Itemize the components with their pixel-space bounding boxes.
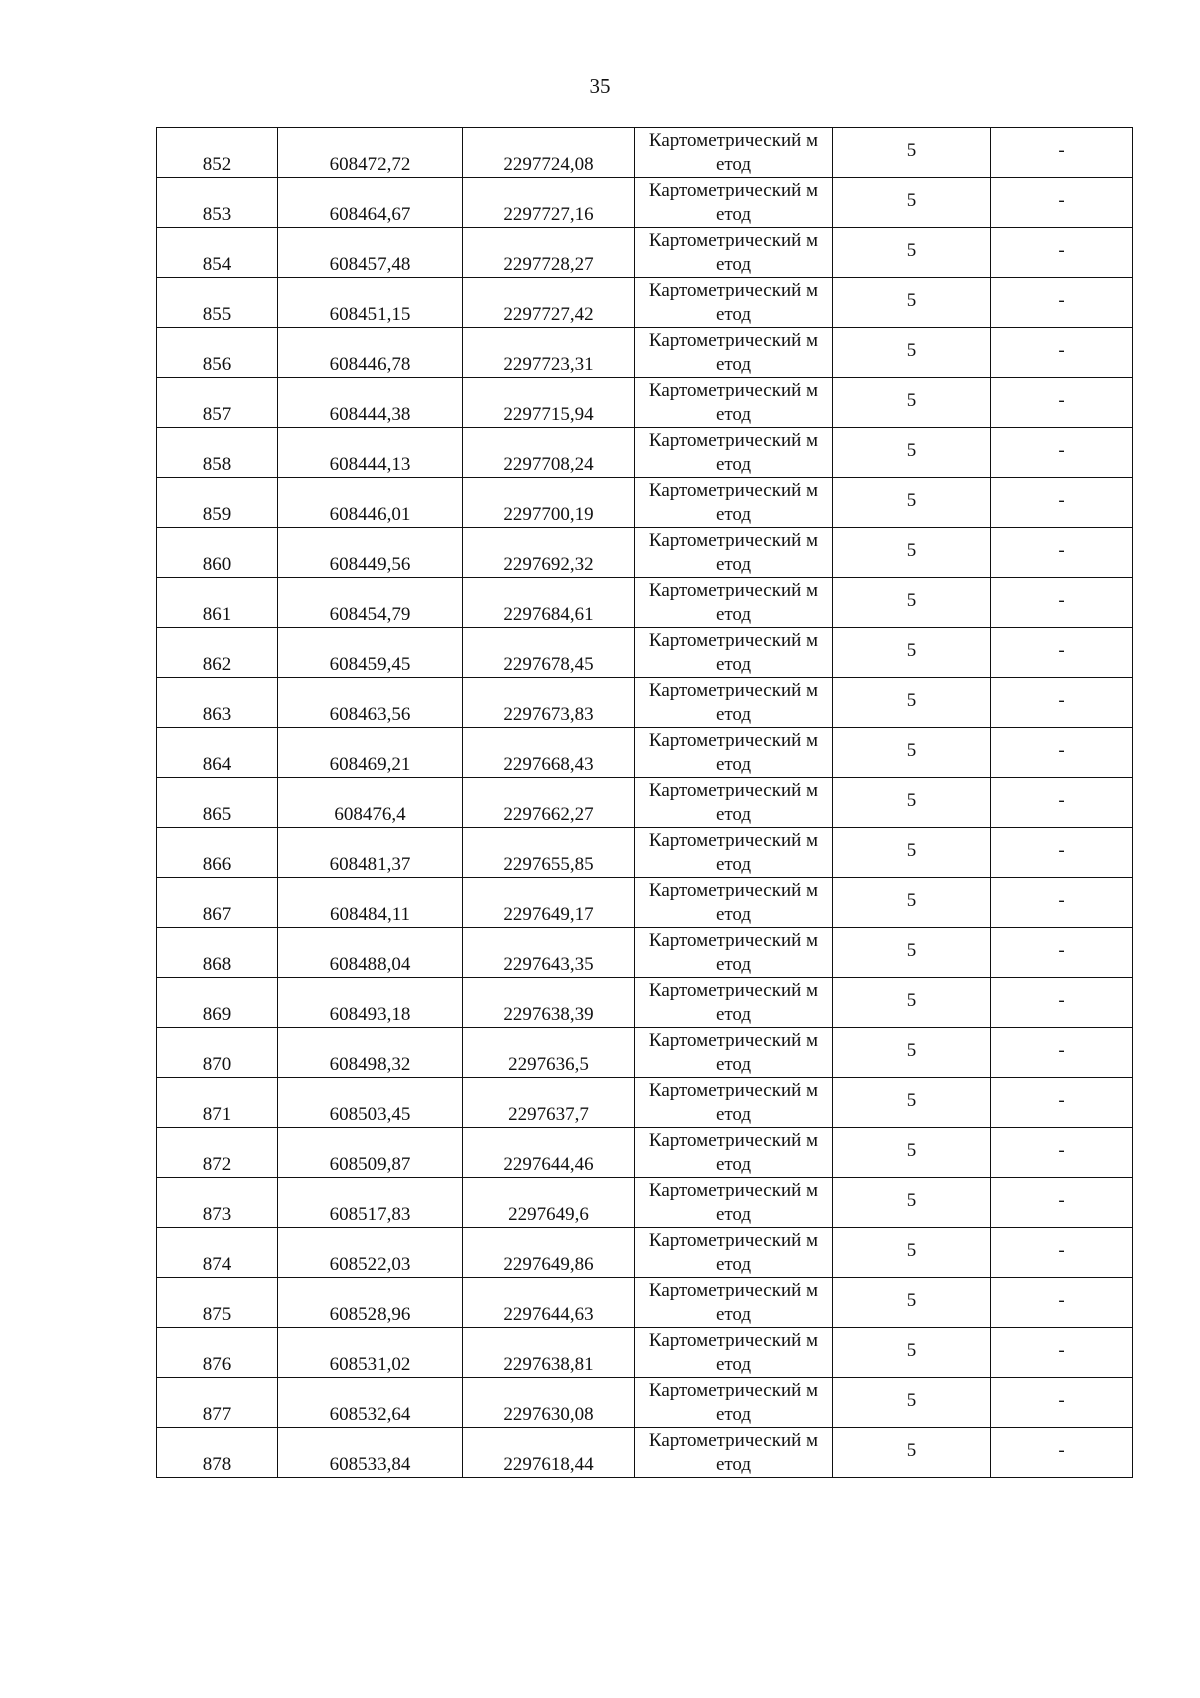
note-cell: - <box>991 478 1133 528</box>
method-cell <box>635 428 833 478</box>
y-coordinate-cell: 2297649,17 <box>463 878 635 928</box>
accuracy-cell: 5 <box>833 978 991 1028</box>
y-coordinate-cell: 2297638,81 <box>463 1328 635 1378</box>
point-number-cell: 878 <box>157 1428 278 1478</box>
coordinates-table-body <box>157 128 1133 1478</box>
x-coordinate-cell: 608484,11 <box>278 878 463 928</box>
note-cell: - <box>991 1078 1133 1128</box>
method-text: Картометрический метод <box>648 979 819 1025</box>
note-cell: - <box>991 1128 1133 1178</box>
method-cell <box>635 378 833 428</box>
point-number-cell: 872 <box>157 1128 278 1178</box>
method-text: Картометрический метод <box>648 1079 819 1125</box>
x-coordinate-cell: 608444,13 <box>278 428 463 478</box>
x-coordinate-cell: 608451,15 <box>278 278 463 328</box>
table-row <box>157 978 1133 1028</box>
y-coordinate-cell: 2297649,6 <box>463 1178 635 1228</box>
x-coordinate-cell: 608481,37 <box>278 828 463 878</box>
method-cell <box>635 1128 833 1178</box>
x-coordinate-cell: 608503,45 <box>278 1078 463 1128</box>
table-row <box>157 328 1133 378</box>
accuracy-cell: 5 <box>833 928 991 978</box>
table-row <box>157 928 1133 978</box>
y-coordinate-cell: 2297715,94 <box>463 378 635 428</box>
method-text: Картометрический метод <box>648 479 819 525</box>
point-number-cell: 856 <box>157 328 278 378</box>
y-coordinate-cell: 2297700,19 <box>463 478 635 528</box>
note-cell: - <box>991 128 1133 178</box>
note-cell: - <box>991 278 1133 328</box>
method-text: Картометрический метод <box>648 779 819 825</box>
note-cell: - <box>991 628 1133 678</box>
note-cell: - <box>991 428 1133 478</box>
method-cell <box>635 828 833 878</box>
x-coordinate-cell: 608476,4 <box>278 778 463 828</box>
table-row <box>157 578 1133 628</box>
method-text: Картометрический метод <box>648 179 819 225</box>
table-row <box>157 1028 1133 1078</box>
method-cell <box>635 1228 833 1278</box>
point-number-cell: 865 <box>157 778 278 828</box>
method-text: Картометрический метод <box>648 529 819 575</box>
point-number-cell: 863 <box>157 678 278 728</box>
accuracy-cell: 5 <box>833 478 991 528</box>
point-number-cell: 875 <box>157 1278 278 1328</box>
note-cell: - <box>991 928 1133 978</box>
point-number-cell: 869 <box>157 978 278 1028</box>
y-coordinate-cell: 2297655,85 <box>463 828 635 878</box>
x-coordinate-cell: 608509,87 <box>278 1128 463 1178</box>
method-cell <box>635 1328 833 1378</box>
method-cell <box>635 878 833 928</box>
accuracy-cell: 5 <box>833 1228 991 1278</box>
method-text: Картометрический метод <box>648 1379 819 1425</box>
accuracy-cell: 5 <box>833 1428 991 1478</box>
method-text: Картометрический метод <box>648 329 819 375</box>
table-row <box>157 528 1133 578</box>
method-cell <box>635 178 833 228</box>
point-number-cell: 874 <box>157 1228 278 1278</box>
x-coordinate-cell: 608533,84 <box>278 1428 463 1478</box>
note-cell: - <box>991 328 1133 378</box>
accuracy-cell: 5 <box>833 1128 991 1178</box>
method-text: Картометрический метод <box>648 729 819 775</box>
y-coordinate-cell: 2297692,32 <box>463 528 635 578</box>
note-cell: - <box>991 578 1133 628</box>
method-cell <box>635 678 833 728</box>
y-coordinate-cell: 2297630,08 <box>463 1378 635 1428</box>
y-coordinate-cell: 2297644,63 <box>463 1278 635 1328</box>
accuracy-cell: 5 <box>833 1378 991 1428</box>
point-number-cell: 854 <box>157 228 278 278</box>
accuracy-cell: 5 <box>833 278 991 328</box>
table-row <box>157 1328 1133 1378</box>
x-coordinate-cell: 608532,64 <box>278 1378 463 1428</box>
x-coordinate-cell: 608472,72 <box>278 128 463 178</box>
accuracy-cell: 5 <box>833 228 991 278</box>
accuracy-cell: 5 <box>833 1328 991 1378</box>
method-cell <box>635 328 833 378</box>
point-number-cell: 861 <box>157 578 278 628</box>
table-row <box>157 828 1133 878</box>
table-row <box>157 1128 1133 1178</box>
table-row <box>157 878 1133 928</box>
method-text: Картометрический метод <box>648 879 819 925</box>
method-cell <box>635 978 833 1028</box>
method-cell <box>635 228 833 278</box>
method-text: Картометрический метод <box>648 229 819 275</box>
method-cell <box>635 278 833 328</box>
y-coordinate-cell: 2297644,46 <box>463 1128 635 1178</box>
point-number-cell: 852 <box>157 128 278 178</box>
table-row <box>157 228 1133 278</box>
x-coordinate-cell: 608457,48 <box>278 228 463 278</box>
method-cell <box>635 128 833 178</box>
method-cell <box>635 628 833 678</box>
x-coordinate-cell: 608498,32 <box>278 1028 463 1078</box>
point-number-cell: 857 <box>157 378 278 428</box>
accuracy-cell: 5 <box>833 378 991 428</box>
method-text: Картометрический метод <box>648 1029 819 1075</box>
accuracy-cell: 5 <box>833 128 991 178</box>
table-row <box>157 1228 1133 1278</box>
accuracy-cell: 5 <box>833 528 991 578</box>
method-cell <box>635 478 833 528</box>
x-coordinate-cell: 608444,38 <box>278 378 463 428</box>
point-number-cell: 858 <box>157 428 278 478</box>
method-cell <box>635 928 833 978</box>
y-coordinate-cell: 2297678,45 <box>463 628 635 678</box>
point-number-cell: 877 <box>157 1378 278 1428</box>
point-number-cell: 876 <box>157 1328 278 1378</box>
y-coordinate-cell: 2297727,16 <box>463 178 635 228</box>
note-cell: - <box>991 778 1133 828</box>
point-number-cell: 862 <box>157 628 278 678</box>
x-coordinate-cell: 608464,67 <box>278 178 463 228</box>
method-cell <box>635 578 833 628</box>
method-text: Картометрический метод <box>648 1279 819 1325</box>
y-coordinate-cell: 2297724,08 <box>463 128 635 178</box>
method-text: Картометрический метод <box>648 929 819 975</box>
note-cell: - <box>991 878 1133 928</box>
y-coordinate-cell: 2297636,5 <box>463 1028 635 1078</box>
accuracy-cell: 5 <box>833 1028 991 1078</box>
x-coordinate-cell: 608449,56 <box>278 528 463 578</box>
table-row <box>157 128 1133 178</box>
method-text: Картометрический метод <box>648 679 819 725</box>
y-coordinate-cell: 2297723,31 <box>463 328 635 378</box>
point-number-cell: 868 <box>157 928 278 978</box>
accuracy-cell: 5 <box>833 678 991 728</box>
y-coordinate-cell: 2297662,27 <box>463 778 635 828</box>
table-row <box>157 1178 1133 1228</box>
method-cell <box>635 1428 833 1478</box>
point-number-cell: 870 <box>157 1028 278 1078</box>
note-cell: - <box>991 528 1133 578</box>
table-row <box>157 478 1133 528</box>
x-coordinate-cell: 608488,04 <box>278 928 463 978</box>
method-cell <box>635 1178 833 1228</box>
accuracy-cell: 5 <box>833 1178 991 1228</box>
accuracy-cell: 5 <box>833 778 991 828</box>
table-row <box>157 728 1133 778</box>
y-coordinate-cell: 2297668,43 <box>463 728 635 778</box>
table-row <box>157 378 1133 428</box>
note-cell: - <box>991 1428 1133 1478</box>
point-number-cell: 866 <box>157 828 278 878</box>
x-coordinate-cell: 608459,45 <box>278 628 463 678</box>
x-coordinate-cell: 608446,01 <box>278 478 463 528</box>
method-cell <box>635 1278 833 1328</box>
point-number-cell: 855 <box>157 278 278 328</box>
method-cell <box>635 778 833 828</box>
accuracy-cell: 5 <box>833 828 991 878</box>
method-cell <box>635 528 833 578</box>
x-coordinate-cell: 608463,56 <box>278 678 463 728</box>
note-cell: - <box>991 1228 1133 1278</box>
table-row <box>157 178 1133 228</box>
note-cell: - <box>991 1178 1133 1228</box>
point-number-cell: 860 <box>157 528 278 578</box>
x-coordinate-cell: 608446,78 <box>278 328 463 378</box>
point-number-cell: 859 <box>157 478 278 528</box>
x-coordinate-cell: 608454,79 <box>278 578 463 628</box>
note-cell: - <box>991 978 1133 1028</box>
note-cell: - <box>991 1278 1133 1328</box>
method-text: Картометрический метод <box>648 279 819 325</box>
table-row <box>157 778 1133 828</box>
point-number-cell: 873 <box>157 1178 278 1228</box>
table-row <box>157 428 1133 478</box>
note-cell: - <box>991 1328 1133 1378</box>
table-row <box>157 628 1133 678</box>
table-row <box>157 1078 1133 1128</box>
method-text: Картометрический метод <box>648 129 819 175</box>
note-cell: - <box>991 828 1133 878</box>
accuracy-cell: 5 <box>833 178 991 228</box>
method-text: Картометрический метод <box>648 1429 819 1475</box>
method-text: Картометрический метод <box>648 379 819 425</box>
method-text: Картометрический метод <box>648 1329 819 1375</box>
method-cell <box>635 1378 833 1428</box>
coordinates-table <box>156 127 1133 1478</box>
accuracy-cell: 5 <box>833 428 991 478</box>
y-coordinate-cell: 2297638,39 <box>463 978 635 1028</box>
method-text: Картометрический метод <box>648 579 819 625</box>
y-coordinate-cell: 2297618,44 <box>463 1428 635 1478</box>
point-number-cell: 867 <box>157 878 278 928</box>
method-cell <box>635 1028 833 1078</box>
accuracy-cell: 5 <box>833 728 991 778</box>
table-row <box>157 1278 1133 1328</box>
method-cell <box>635 1078 833 1128</box>
accuracy-cell: 5 <box>833 628 991 678</box>
y-coordinate-cell: 2297649,86 <box>463 1228 635 1278</box>
y-coordinate-cell: 2297728,27 <box>463 228 635 278</box>
y-coordinate-cell: 2297643,35 <box>463 928 635 978</box>
x-coordinate-cell: 608469,21 <box>278 728 463 778</box>
note-cell: - <box>991 1378 1133 1428</box>
method-text: Картометрический метод <box>648 1229 819 1275</box>
y-coordinate-cell: 2297673,83 <box>463 678 635 728</box>
point-number-cell: 853 <box>157 178 278 228</box>
method-text: Картометрический метод <box>648 829 819 875</box>
y-coordinate-cell: 2297708,24 <box>463 428 635 478</box>
note-cell: - <box>991 228 1133 278</box>
table-row <box>157 1428 1133 1478</box>
accuracy-cell: 5 <box>833 1278 991 1328</box>
y-coordinate-cell: 2297684,61 <box>463 578 635 628</box>
method-cell <box>635 728 833 778</box>
y-coordinate-cell: 2297727,42 <box>463 278 635 328</box>
x-coordinate-cell: 608522,03 <box>278 1228 463 1278</box>
x-coordinate-cell: 608517,83 <box>278 1178 463 1228</box>
x-coordinate-cell: 608531,02 <box>278 1328 463 1378</box>
x-coordinate-cell: 608528,96 <box>278 1278 463 1328</box>
y-coordinate-cell: 2297637,7 <box>463 1078 635 1128</box>
accuracy-cell: 5 <box>833 578 991 628</box>
page-number: 35 <box>589 74 611 98</box>
x-coordinate-cell: 608493,18 <box>278 978 463 1028</box>
point-number-cell: 864 <box>157 728 278 778</box>
table-row <box>157 678 1133 728</box>
accuracy-cell: 5 <box>833 878 991 928</box>
table-row <box>157 278 1133 328</box>
accuracy-cell: 5 <box>833 328 991 378</box>
note-cell: - <box>991 728 1133 778</box>
note-cell: - <box>991 1028 1133 1078</box>
method-text: Картометрический метод <box>648 1129 819 1175</box>
note-cell: - <box>991 178 1133 228</box>
method-text: Картометрический метод <box>648 629 819 675</box>
method-text: Картометрический метод <box>648 429 819 475</box>
accuracy-cell: 5 <box>833 1078 991 1128</box>
note-cell: - <box>991 378 1133 428</box>
note-cell: - <box>991 678 1133 728</box>
table-row <box>157 1378 1133 1428</box>
point-number-cell: 871 <box>157 1078 278 1128</box>
method-text: Картометрический метод <box>648 1179 819 1225</box>
